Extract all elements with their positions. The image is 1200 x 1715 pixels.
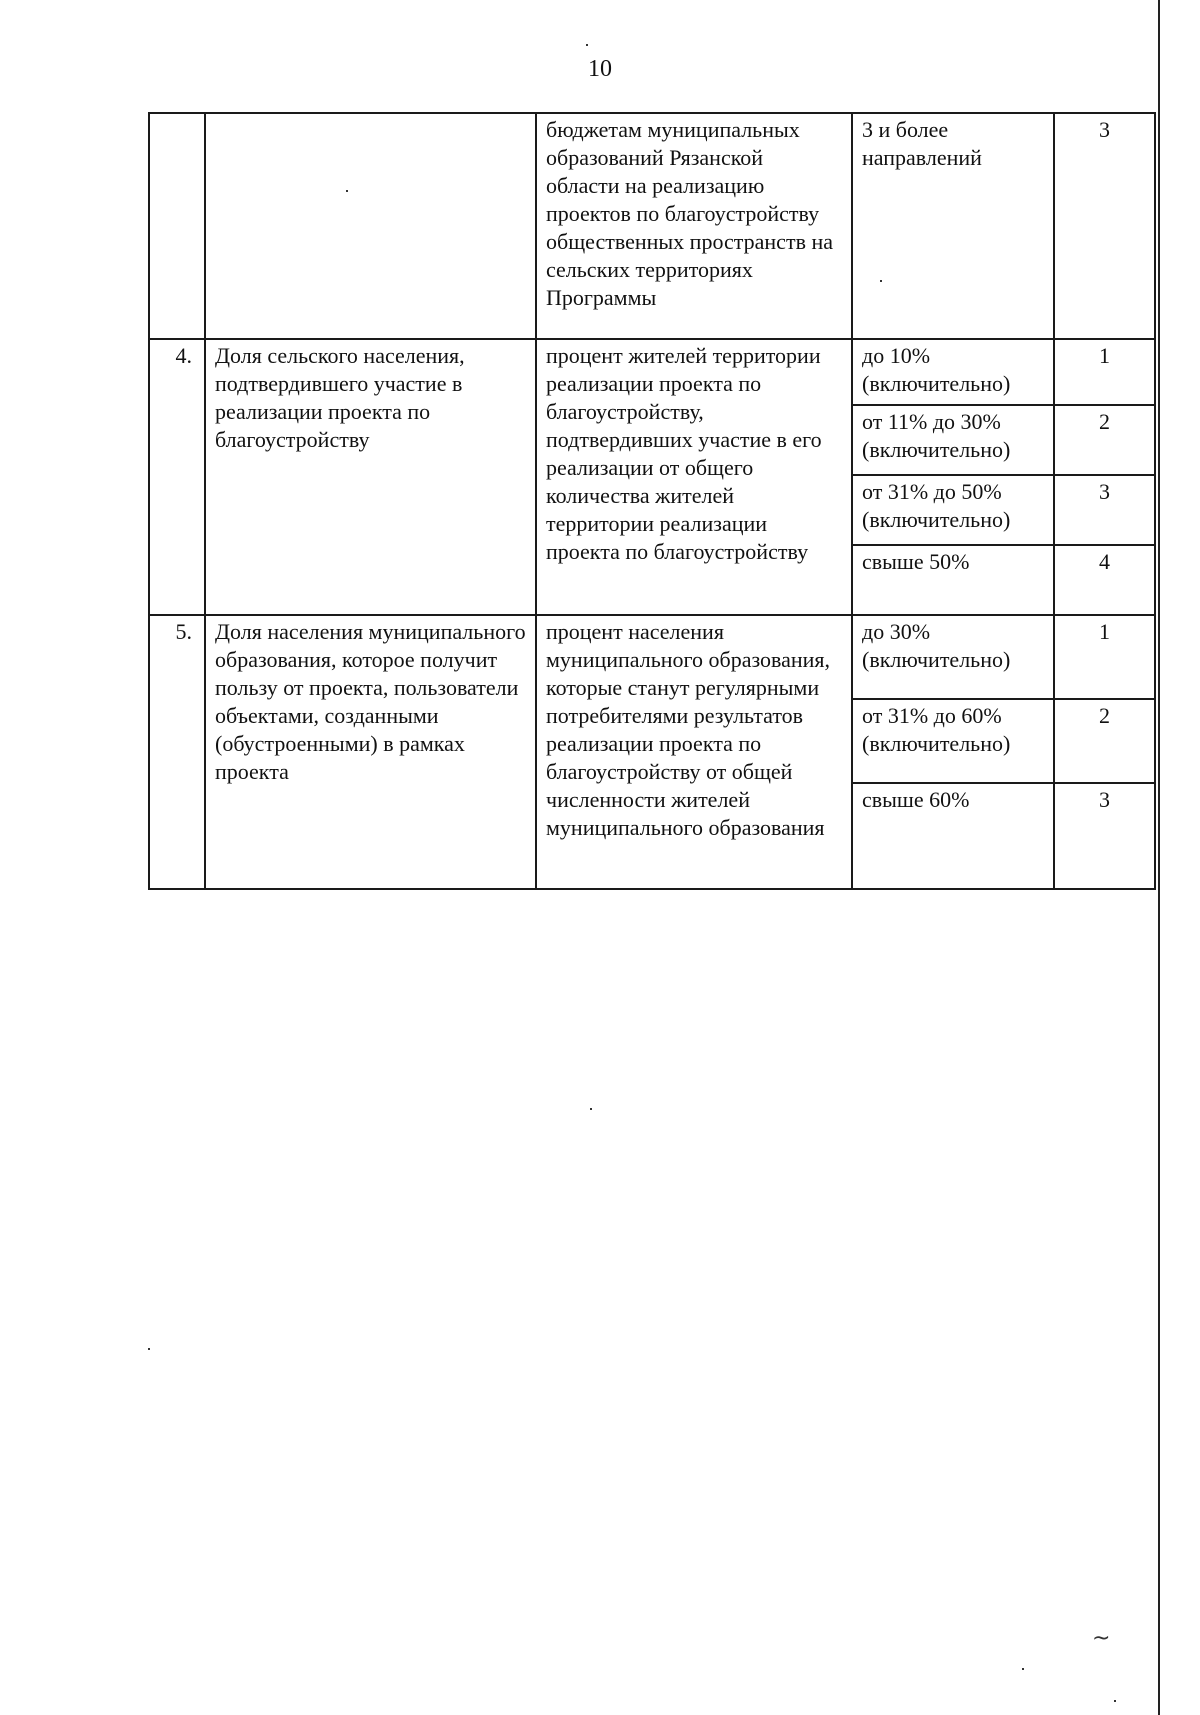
measure-cell: процент населения муниципального образования, которые станут регулярными потребителями результатов реализации проекта по благоустройству от общей численности жителей муниципального образования (536, 615, 852, 889)
score-cell: 1 (1054, 615, 1155, 699)
range-cell: от 31% до 50% (включительно) (852, 475, 1054, 545)
scan-speck (590, 1108, 592, 1110)
indicator-cell: Доля сельского населения, подтвердившего участие в реализации проекта по благоустройству (205, 339, 536, 615)
score-cell: 2 (1054, 405, 1155, 475)
table-row-4 (149, 339, 1155, 405)
score-cell: 1 (1054, 339, 1155, 405)
scan-speck (1022, 1668, 1024, 1670)
scan-speck (586, 44, 588, 46)
handwritten-mark: ~ (1092, 1626, 1111, 1651)
range-cell: до 10% (включительно) (852, 339, 1054, 405)
range-cell: от 31% до 60% (включительно) (852, 699, 1054, 783)
range-cell: 3 и более направлений (852, 113, 1054, 339)
scan-speck (1114, 1700, 1116, 1702)
table-row-5 (149, 615, 1155, 699)
scan-edge-line (1158, 0, 1160, 1715)
score-cell: 3 (1054, 113, 1155, 339)
scan-speck (346, 190, 348, 192)
measure-cell: процент жителей территории реализации проекта по благоустройству, подтвердивших участие в его реализации от общего количества жителей территории реализации проекта по благоустройству (536, 339, 852, 615)
row-number-cell (149, 113, 205, 339)
range-cell: до 30% (включительно) (852, 615, 1054, 699)
score-cell: 2 (1054, 699, 1155, 783)
scan-speck (880, 280, 882, 282)
table-row-continuation (149, 113, 1155, 339)
row-number-cell: 5. (149, 615, 205, 889)
range-cell: свыше 50% (852, 545, 1054, 615)
range-cell: от 11% до 30% (включительно) (852, 405, 1054, 475)
scan-speck (148, 1348, 150, 1350)
criteria-table (148, 112, 1156, 890)
indicator-cell: Доля населения муниципального образования, которое получит пользу от проекта, пользователи объектами, созданными (обустроенными) в рамках проекта (205, 615, 536, 889)
range-cell: свыше 60% (852, 783, 1054, 889)
indicator-cell (205, 113, 536, 339)
score-cell: 3 (1054, 475, 1155, 545)
score-cell: 3 (1054, 783, 1155, 889)
measure-cell: бюджетам муниципальных образований Рязанской области на реализацию проектов по благоустройству общественных пространств на сельских территориях Программы (536, 113, 852, 339)
page-number: 10 (588, 56, 612, 82)
score-cell: 4 (1054, 545, 1155, 615)
row-number-cell: 4. (149, 339, 205, 615)
